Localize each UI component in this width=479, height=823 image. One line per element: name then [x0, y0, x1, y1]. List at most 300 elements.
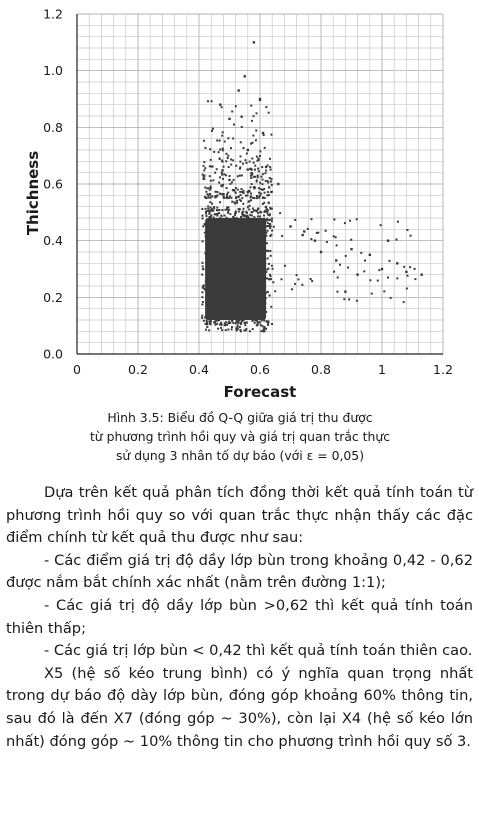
scatter-point — [250, 193, 252, 195]
scatter-point — [207, 245, 209, 247]
scatter-point — [218, 268, 220, 270]
scatter-point — [207, 308, 209, 310]
scatter-point — [226, 206, 228, 208]
scatter-point — [246, 257, 248, 259]
scatter-point — [249, 257, 251, 259]
scatter-point — [221, 242, 223, 244]
scatter-point — [255, 139, 257, 141]
scatter-point — [271, 265, 273, 267]
scatter-point — [269, 219, 271, 221]
scatter-point — [273, 226, 275, 228]
scatter-point — [231, 110, 233, 112]
scatter-point — [345, 255, 347, 257]
scatter-point — [235, 165, 237, 167]
scatter-point — [253, 306, 255, 308]
scatter-point — [230, 164, 232, 166]
scatter-point — [246, 168, 248, 170]
scatter-point — [241, 319, 243, 321]
scatter-point — [252, 271, 254, 273]
scatter-point — [266, 242, 268, 244]
scatter-point — [211, 100, 213, 102]
scatter-point — [257, 215, 259, 217]
scatter-point — [214, 213, 216, 215]
scatter-point — [210, 215, 212, 217]
scatter-point — [213, 206, 215, 208]
x-tick-label: 0 — [73, 362, 81, 377]
scatter-point — [260, 282, 262, 284]
scatter-point — [243, 192, 245, 194]
scatter-point — [222, 282, 224, 284]
scatter-point — [239, 161, 241, 163]
scatter-point — [250, 175, 252, 177]
scatter-point — [396, 277, 398, 279]
scatter-point — [414, 268, 416, 270]
scatter-point — [227, 287, 229, 289]
scatter-point — [210, 180, 212, 182]
scatter-point — [252, 135, 254, 137]
scatter-point — [201, 208, 203, 210]
scatter-point — [216, 239, 218, 241]
scatter-point — [267, 250, 269, 252]
scatter-point — [247, 263, 249, 265]
scatter-point — [210, 263, 212, 265]
scatter-point — [208, 276, 210, 278]
scatter-point — [245, 274, 247, 276]
scatter-point — [248, 200, 250, 202]
scatter-point — [238, 319, 240, 321]
scatter-point — [254, 299, 256, 301]
scatter-point — [242, 267, 244, 269]
scatter-point — [229, 255, 231, 257]
scatter-point — [221, 174, 223, 176]
scatter-point — [266, 225, 268, 227]
scatter-point — [222, 148, 224, 150]
scatter-point — [254, 165, 256, 167]
scatter-point — [259, 195, 261, 197]
scatter-point — [270, 234, 272, 236]
scatter-point — [206, 320, 208, 322]
list-item: - Các điểm giá trị độ dầy lớp bùn trong khoảng 0,42 - 0,62 được nắm bắt chính xác nhất (nằm trên đường 1:1); — [6, 551, 473, 592]
scatter-point — [232, 248, 234, 250]
scatter-point — [205, 235, 207, 237]
scatter-point — [253, 311, 255, 313]
scatter-point — [220, 276, 222, 278]
scatter-point — [254, 267, 256, 269]
scatter-point — [222, 233, 224, 235]
scatter-point — [277, 183, 279, 185]
scatter-point — [263, 276, 265, 278]
scatter-point — [208, 286, 210, 288]
scatter-point — [248, 209, 250, 211]
scatter-point — [247, 222, 249, 224]
scatter-point — [235, 218, 237, 220]
scatter-point — [252, 197, 254, 199]
scatter-point — [243, 147, 245, 149]
scatter-point — [270, 208, 272, 210]
scatter-point — [254, 243, 256, 245]
scatter-point — [249, 190, 251, 192]
scatter-point — [204, 187, 206, 189]
scatter-point — [230, 147, 232, 149]
scatter-point — [262, 330, 264, 332]
scatter-point — [251, 120, 253, 122]
scatter-point — [262, 227, 264, 229]
scatter-point — [225, 252, 227, 254]
scatter-point — [256, 319, 258, 321]
scatter-point — [239, 239, 241, 241]
scatter-point — [253, 216, 255, 218]
scatter-point — [208, 293, 210, 295]
scatter-point — [209, 306, 211, 308]
scatter-point — [260, 253, 262, 255]
scatter-point — [209, 304, 211, 306]
scatter-point — [206, 255, 208, 257]
scatter-point — [337, 276, 339, 278]
scatter-point — [234, 256, 236, 258]
scatter-point — [219, 140, 221, 142]
scatter-point — [235, 187, 237, 189]
scatter-point — [231, 201, 233, 203]
scatter-point — [245, 329, 247, 331]
scatter-point — [251, 266, 253, 268]
scatter-point — [227, 218, 229, 220]
scatter-point — [388, 260, 390, 262]
scatter-point — [263, 134, 265, 136]
scatter-point — [369, 254, 371, 256]
scatter-point — [239, 219, 241, 221]
scatter-point — [243, 313, 245, 315]
scatter-point — [202, 240, 204, 242]
scatter-point — [224, 260, 226, 262]
scatter-point — [240, 200, 242, 202]
scatter-point — [221, 311, 223, 313]
scatter-point — [246, 316, 248, 318]
scatter-point — [224, 309, 226, 311]
scatter-point — [271, 184, 273, 186]
scatter-point — [257, 176, 259, 178]
scatter-point — [229, 315, 231, 317]
scatter-point — [263, 253, 265, 255]
scatter-point — [265, 232, 267, 234]
x-tick-labels — [73, 362, 453, 377]
scatter-point — [256, 197, 258, 199]
scatter-point — [206, 286, 208, 288]
y-tick-label: 0.4 — [43, 233, 63, 249]
scatter-point — [246, 152, 248, 154]
scatter-point — [207, 197, 209, 199]
scatter-point — [227, 302, 229, 304]
scatter-point — [264, 258, 266, 260]
scatter-point — [236, 286, 238, 288]
scatter-point — [229, 317, 231, 319]
scatter-point — [250, 309, 252, 311]
scatter-point — [211, 210, 213, 212]
scatter-point — [218, 221, 220, 223]
scatter-point — [225, 174, 227, 176]
scatter-point — [232, 225, 234, 227]
scatter-point — [267, 257, 269, 259]
scatter-point — [250, 280, 252, 282]
scatter-point — [294, 219, 296, 221]
scatter-point — [217, 294, 219, 296]
scatter-point — [267, 222, 269, 224]
scatter-point — [211, 316, 213, 318]
scatter-point — [264, 302, 266, 304]
scatter-point — [245, 322, 247, 324]
scatter-point — [232, 189, 234, 191]
scatter-point — [227, 329, 229, 331]
scatter-point — [262, 274, 264, 276]
scatter-point — [281, 235, 283, 237]
scatter-point — [203, 161, 205, 163]
scatter-point — [254, 292, 256, 294]
scatter-point — [258, 281, 260, 283]
scatter-point — [209, 193, 211, 195]
scatter-point — [209, 175, 211, 177]
scatter-point — [242, 259, 244, 261]
scatter-point — [258, 170, 260, 172]
scatter-point — [245, 294, 247, 296]
scatter-point — [347, 267, 349, 269]
scatter-point — [224, 311, 226, 313]
scatter-point — [289, 225, 291, 227]
scatter-point — [256, 238, 258, 240]
scatter-point — [207, 187, 209, 189]
scatter-point — [269, 274, 271, 276]
scatter-point — [239, 191, 241, 193]
scatter-point — [204, 196, 206, 198]
scatter-point — [224, 226, 226, 228]
scatter-point — [235, 238, 237, 240]
scatter-point — [202, 268, 204, 270]
scatter-point — [214, 265, 216, 267]
scatter-point — [216, 220, 218, 222]
scatter-point — [227, 235, 229, 237]
scatter-point — [263, 248, 265, 250]
scatter-point — [205, 211, 207, 213]
scatter-point — [248, 313, 250, 315]
scatter-point — [265, 166, 267, 168]
scatter-point — [268, 187, 270, 189]
scatter-point — [242, 211, 244, 213]
caption-line: Hình 3.5: Biểu đồ Q-Q giữa giá trị thu được — [107, 410, 373, 425]
scatter-point — [263, 188, 265, 190]
scatter-point — [381, 268, 383, 270]
scatter-point — [222, 131, 224, 133]
scatter-point — [258, 159, 260, 161]
scatter-point — [251, 245, 253, 247]
scatter-point — [264, 192, 266, 194]
scatter-point — [209, 165, 211, 167]
scatter-point — [216, 267, 218, 269]
scatter-point — [214, 315, 216, 317]
scatter-point — [213, 216, 215, 218]
scatter-point — [204, 232, 206, 234]
scatter-point — [239, 326, 241, 328]
scatter-point — [269, 158, 271, 160]
scatter-point — [247, 234, 249, 236]
scatter-point — [213, 254, 215, 256]
scatter-point — [270, 255, 272, 257]
scatter-point — [264, 263, 266, 265]
scatter-point — [226, 208, 228, 210]
scatter-point — [326, 241, 328, 243]
scatter-point — [205, 222, 207, 224]
scatter-point — [220, 254, 222, 256]
scatter-point — [274, 290, 276, 292]
scatter-point — [227, 312, 229, 314]
scatter-point — [256, 156, 258, 158]
scatter-point — [201, 291, 203, 293]
scatter-point — [224, 322, 226, 324]
scatter-point — [218, 225, 220, 227]
scatter-point — [213, 151, 215, 153]
scatter-point — [245, 248, 247, 250]
scatter-point — [230, 240, 232, 242]
x-axis-label: Forecast — [223, 383, 297, 401]
scatter-point — [201, 315, 203, 317]
scatter-point — [222, 184, 224, 186]
scatter-point — [205, 213, 207, 215]
scatter-point — [224, 229, 226, 231]
scatter-point — [214, 245, 216, 247]
scatter-point — [257, 212, 259, 214]
scatter-point — [245, 245, 247, 247]
scatter-point — [210, 291, 212, 293]
scatter-point — [241, 126, 243, 128]
scatter-point — [207, 208, 209, 210]
scatter-point — [259, 321, 261, 323]
scatter-point — [219, 201, 221, 203]
scatter-point — [216, 323, 218, 325]
scatter-point — [229, 179, 231, 181]
scatter-point — [235, 192, 237, 194]
scatter-point — [243, 223, 245, 225]
scatter-point — [212, 179, 214, 181]
scatter-point — [232, 137, 234, 139]
scatter-point — [251, 257, 253, 259]
scatter-point — [247, 149, 249, 151]
list-item: - Các giá trị độ dầy lớp bùn >0,62 thì kết quả tính toán thiên thấp; — [6, 596, 473, 637]
scatter-point — [222, 316, 224, 318]
scatter-point — [253, 162, 255, 164]
scatter-point — [311, 280, 313, 282]
scatter-point — [244, 215, 246, 217]
scatter-point — [225, 329, 227, 331]
scatter-point — [229, 175, 231, 177]
scatter-point — [344, 290, 346, 292]
scatter-point — [245, 241, 247, 243]
scatter-point — [224, 140, 226, 142]
scatter-point — [264, 172, 266, 174]
scatter-point — [212, 128, 214, 130]
scatter-point — [218, 223, 220, 225]
scatter-point — [267, 268, 269, 270]
scatter-point — [227, 265, 229, 267]
scatter-point — [269, 166, 271, 168]
scatter-point — [237, 175, 239, 177]
scatter-point — [260, 330, 262, 332]
scatter-point — [213, 284, 215, 286]
scatter-point — [246, 296, 248, 298]
scatter-point — [206, 264, 208, 266]
scatter-point — [257, 268, 259, 270]
scatter-point — [214, 191, 216, 193]
scatter-point — [262, 225, 264, 227]
scatter-point — [267, 181, 269, 183]
scatter-point — [229, 213, 231, 215]
scatter-point — [258, 192, 260, 194]
scatter-point — [336, 244, 338, 246]
scatter-point — [255, 293, 257, 295]
scatter-point — [227, 262, 229, 264]
x-tick-label: 0.4 — [189, 362, 209, 377]
scatter-point — [254, 281, 256, 283]
scatter-point — [229, 292, 231, 294]
scatter-point — [251, 183, 253, 185]
scatter-point — [229, 275, 231, 277]
scatter-point — [226, 193, 228, 195]
scatter-point — [231, 181, 233, 183]
scatter-point — [236, 279, 238, 281]
scatter-point — [210, 321, 212, 323]
scatter-point — [201, 215, 203, 217]
scatter-point — [233, 179, 235, 181]
scatter-point — [257, 273, 259, 275]
scatter-point — [259, 150, 261, 152]
scatter-point — [230, 222, 232, 224]
scatter-point — [252, 142, 254, 144]
scatter-point — [271, 178, 273, 180]
scatter-point — [240, 323, 242, 325]
scatter-point — [320, 251, 322, 253]
y-tick-label: 0.0 — [43, 346, 63, 362]
scatter-point — [235, 222, 237, 224]
scatter-point — [206, 326, 208, 328]
scatter-point — [208, 222, 210, 224]
scatter-point — [230, 273, 232, 275]
scatter-point — [301, 284, 303, 286]
scatter-point — [420, 273, 422, 275]
scatter-point — [242, 221, 244, 223]
scatter-point — [260, 270, 262, 272]
scatter-point — [204, 252, 206, 254]
scatter-point — [209, 300, 211, 302]
scatter-point — [251, 218, 253, 220]
scatter-point — [256, 304, 258, 306]
scatter-point — [220, 272, 222, 274]
scatter-point — [201, 296, 203, 298]
scatter-point — [202, 265, 204, 267]
scatter-point — [228, 281, 230, 283]
scatter-point — [249, 330, 251, 332]
scatter-point — [333, 271, 335, 273]
scatter-point — [257, 315, 259, 317]
scatter-point — [217, 290, 219, 292]
scatter-point — [253, 224, 255, 226]
scatter-point — [349, 220, 351, 222]
scatter-point — [262, 265, 264, 267]
scatter-point — [251, 169, 253, 171]
scatter-point — [218, 209, 220, 211]
scatter-point — [260, 193, 262, 195]
y-tick-labels — [43, 7, 63, 362]
qq-scatter-chart — [0, 0, 479, 405]
scatter-point — [222, 193, 224, 195]
scatter-point — [223, 197, 225, 199]
scatter-point — [259, 247, 261, 249]
scatter-point — [259, 215, 261, 217]
